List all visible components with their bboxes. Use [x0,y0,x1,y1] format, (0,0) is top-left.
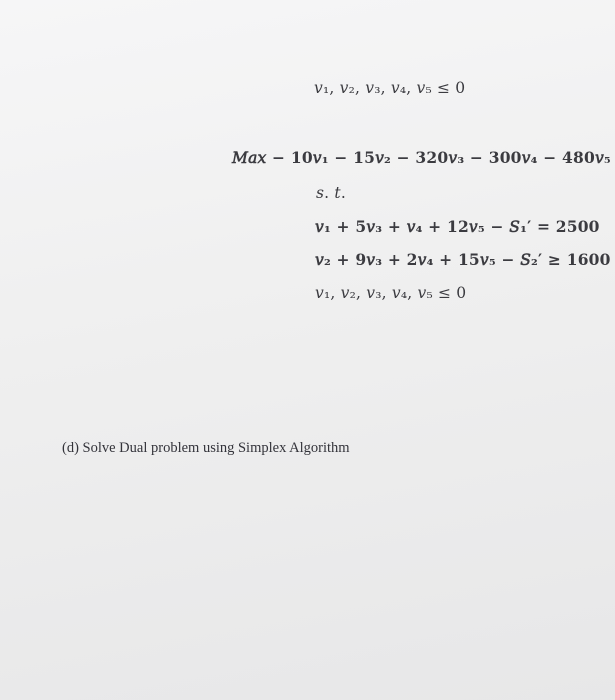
top-nonpositivity-constraint: 𝑣₁, 𝑣₂, 𝑣₃, 𝑣₄, 𝑣₅ ≤ 0 [314,79,466,97]
constraint-2: 𝑣₂ + 9𝑣₃ + 2𝑣₄ + 15𝑣₅ − 𝑆₂′ ≥ 1600 [315,250,611,269]
part-d-instruction: (d) Solve Dual problem using Simplex Algorithm [62,440,350,456]
variable-bounds: 𝑣₁, 𝑣₂, 𝑣₃, 𝑣₄, 𝑣₅ ≤ 0 [315,284,467,302]
objective-function: 𝑀𝑎𝑥 − 10𝑣₁ − 15𝑣₂ − 320𝑣₃ − 300𝑣₄ − 480𝑣₅ [232,148,611,167]
constraint-1: 𝑣₁ + 5𝑣₃ + 𝑣₄ + 12𝑣₅ − 𝑆₁′ = 2500 [315,217,600,236]
subject-to-label: 𝑠. 𝑡. [316,184,346,202]
